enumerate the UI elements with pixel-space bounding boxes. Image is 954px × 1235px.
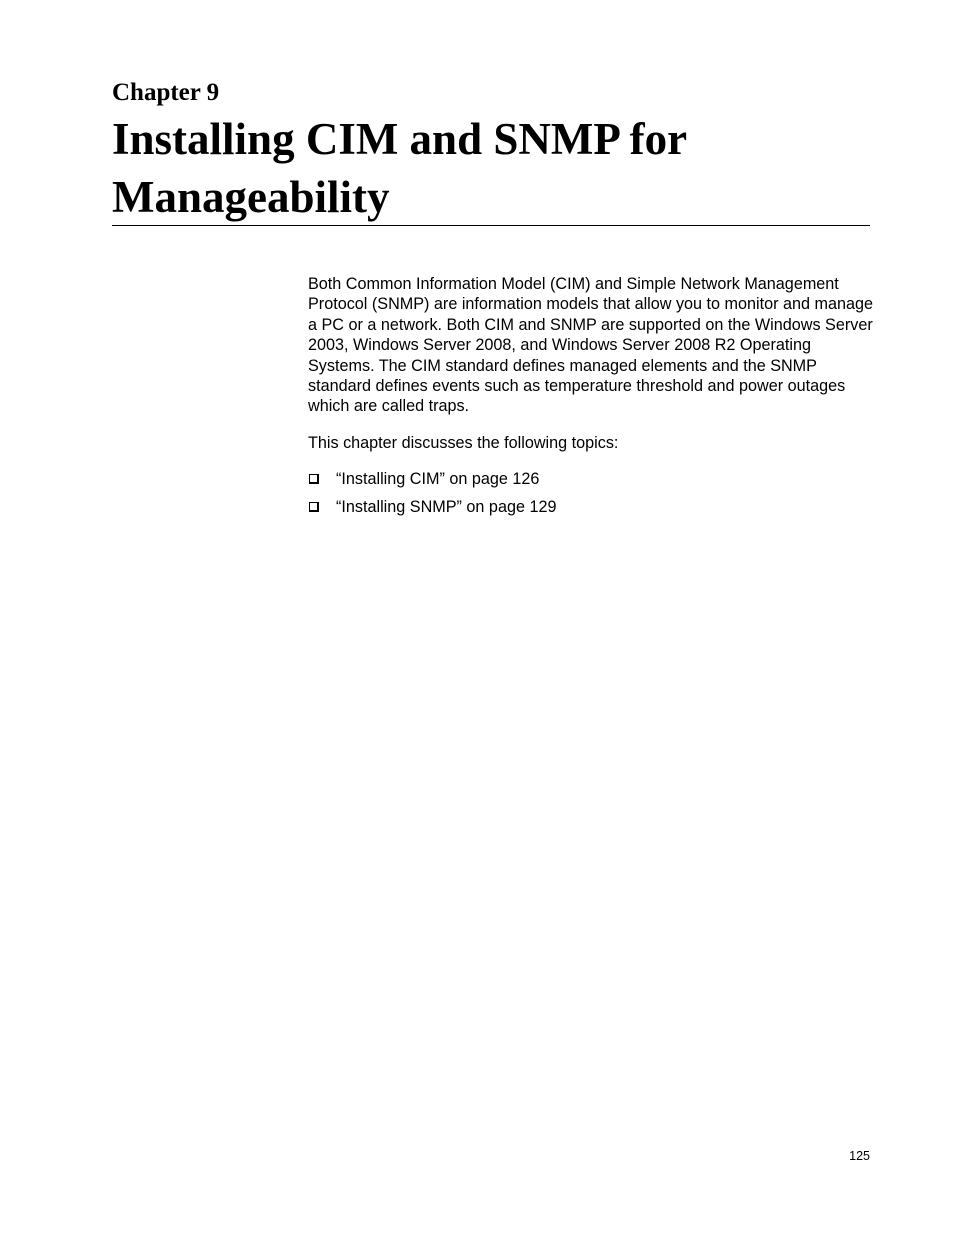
page-number: 125 — [849, 1149, 870, 1163]
topics-lead-text: This chapter discusses the following topics: — [308, 433, 619, 452]
checkbox-bullet-icon — [309, 474, 319, 484]
chapter-label: Chapter 9 — [112, 79, 220, 106]
topic-item-installing-cim[interactable] — [308, 469, 874, 497]
body-column — [308, 274, 874, 525]
checkbox-bullet-icon — [309, 502, 319, 512]
topic-item-installing-snmp[interactable] — [308, 497, 874, 525]
topic-link-text[interactable]: “Installing CIM” on page 126 — [336, 470, 540, 489]
topic-list — [308, 469, 874, 525]
title-rule — [112, 225, 870, 226]
intro-paragraph: Both Common Information Model (CIM) and Simple Network Management Protocol (SNMP) are information models that allow you to monitor and manage a PC or a network. Both CIM and SNMP are supported on the Windows Server 2003, Windows Server 2008, and Windows Server 2008 R2 Operating Systems. The CIM standard defines managed elements and the SNMP standard defines events such as temperature threshold and power outages which are called traps. — [308, 275, 874, 416]
topic-link-text[interactable]: “Installing SNMP” on page 129 — [336, 498, 557, 517]
chapter-title: Installing CIM and SNMP for Manageability — [112, 114, 687, 222]
